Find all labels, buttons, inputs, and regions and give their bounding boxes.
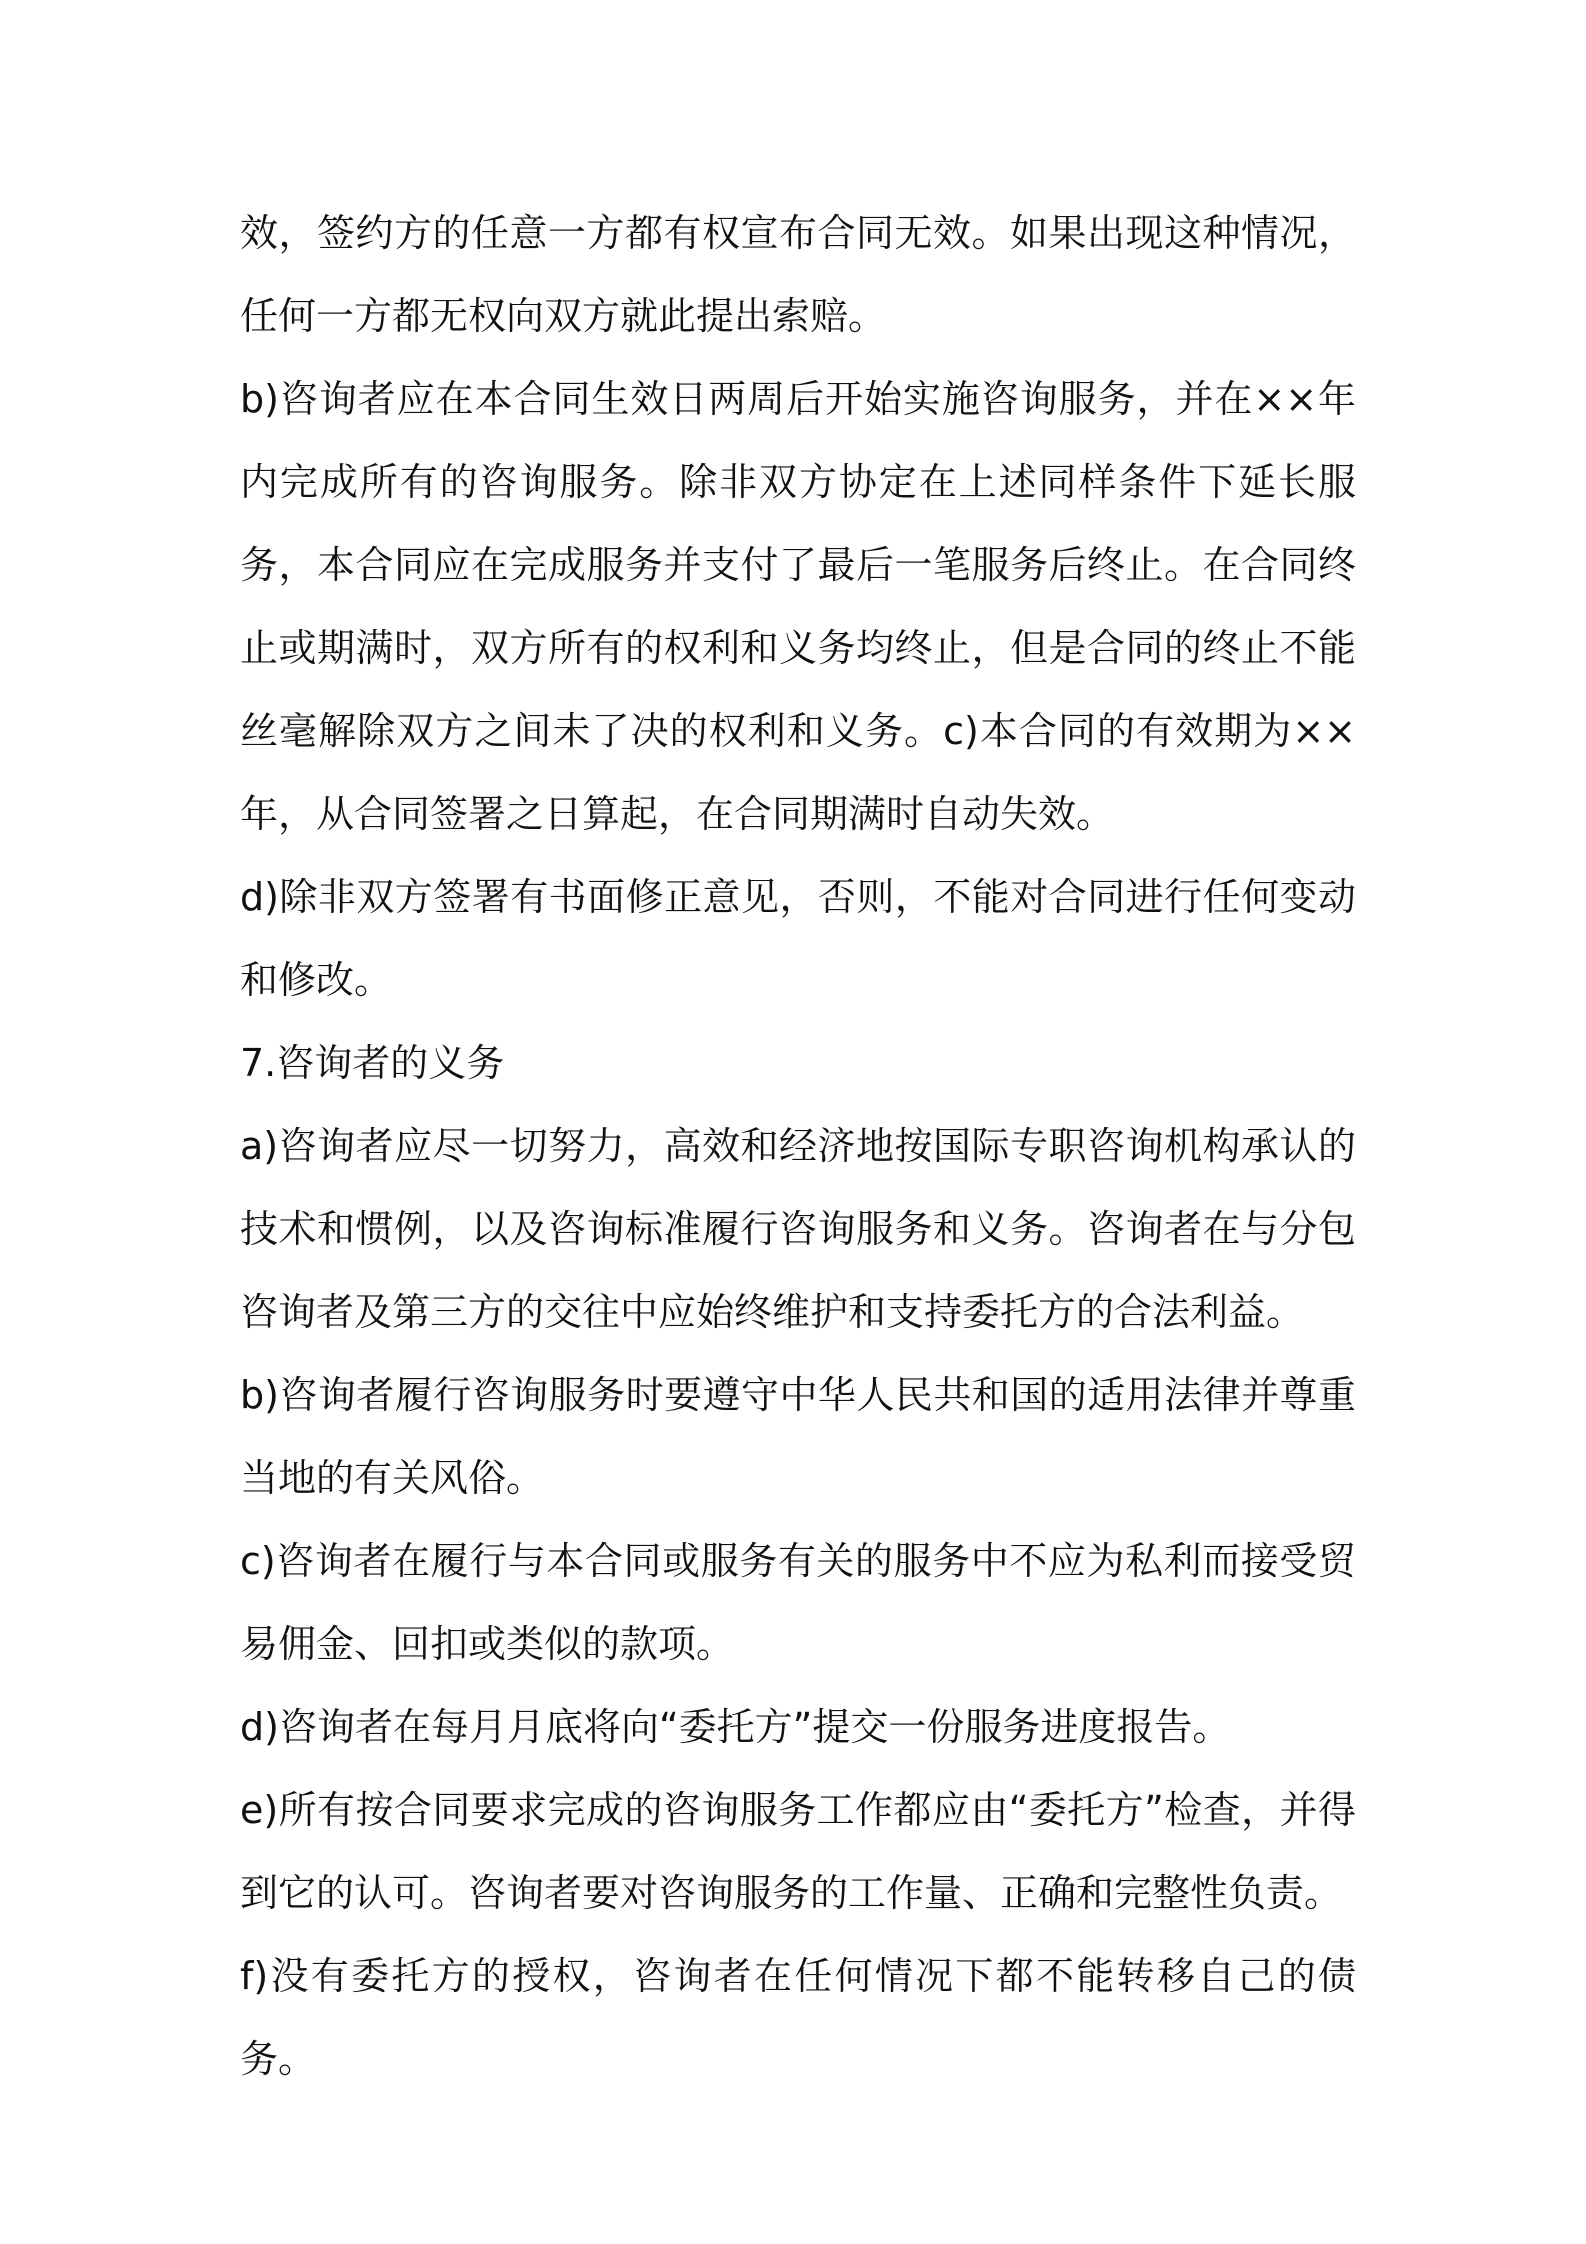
paragraph-obligation-f: f)没有委托方的授权，咨询者在任何情况下都不能转移自己的债务。 <box>240 1954 1356 2081</box>
document-page <box>240 192 1356 2101</box>
paragraph-clause-d-amendments: d)除非双方签署有书面修正意见，否则，不能对合同进行任何变动和修改。 <box>240 875 1356 1002</box>
paragraph-contract-validity-claims: 效，签约方的任意一方都有权宣布合同无效。如果出现这种情况，任何一方都无权向双方就此提出索赔。 <box>240 211 1356 338</box>
paragraph-clause-b-service-term: b)咨询者应在本合同生效日两周后开始实施咨询服务，并在××年内完成所有的咨询服务。除非双方协定在上述同样条件下延长服务，本合同应在完成服务并支付了最后一笔服务后终止。在合同终止或期满时，双方所有的权利和义务均终止，但是合同的终止不能丝毫解除双方之间未了决的权利和义务。c)本合同的有效期为××年，从合同签署之日算起，在合同期满时自动失效。 <box>240 377 1356 836</box>
paragraph-obligation-b: b)咨询者履行咨询服务时要遵守中华人民共和国的适用法律并尊重当地的有关风俗。 <box>240 1373 1356 1500</box>
paragraph-obligation-e: e)所有按合同要求完成的咨询服务工作都应由“委托方”检查，并得到它的认可。咨询者要对咨询服务的工作量、正确和完整性负责。 <box>240 1788 1356 1915</box>
paragraph-obligation-d: d)咨询者在每月月底将向“委托方”提交一份服务进度报告。 <box>240 1705 1231 1749</box>
paragraph-obligation-a: a)咨询者应尽一切努力，高效和经济地按国际专职咨询机构承认的技术和惯例，以及咨询标准履行咨询服务和义务。咨询者在与分包咨询者及第三方的交往中应始终维护和支持委托方的合法利益。 <box>240 1124 1356 1334</box>
section-heading-consultant-obligations: 7.咨询者的义务 <box>240 1041 505 1085</box>
paragraph-obligation-c: c)咨询者在履行与本合同或服务有关的服务中不应为私利而接受贸易佣金、回扣或类似的款项。 <box>240 1539 1356 1666</box>
